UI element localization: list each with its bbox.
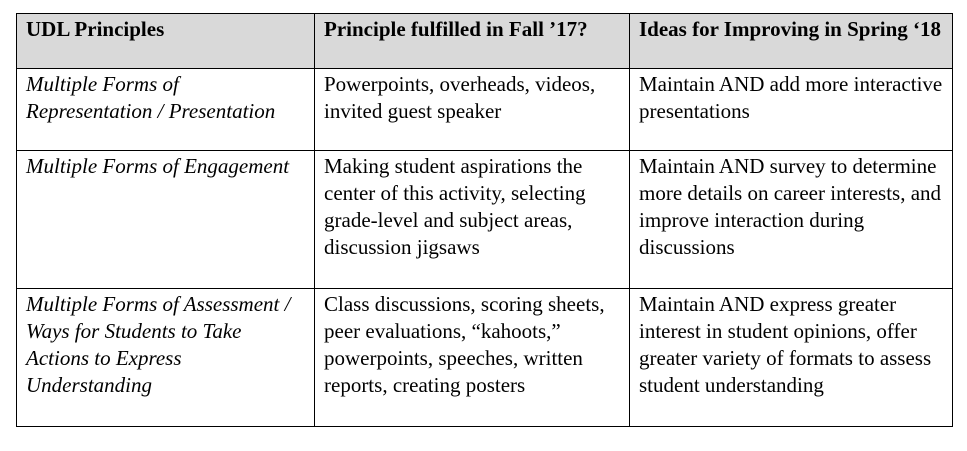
spring18-cell: Maintain AND survey to determine more details on career interests, and improve interaction during discussions: [630, 151, 953, 289]
header-principle-fulfilled-fall: Principle fulfilled in Fall ’17?: [315, 14, 630, 69]
table-row: [17, 151, 953, 289]
fall17-cell: Powerpoints, overheads, videos, invited guest speaker: [315, 69, 630, 151]
header-udl-principles: UDL Principles: [17, 14, 315, 69]
udl-table: [16, 13, 953, 427]
spring18-cell: Maintain AND express greater interest in student opinions, offer greater variety of formats to assess student understanding: [630, 289, 953, 427]
header-ideas-improving-spring: Ideas for Improving in Spring ‘18: [630, 14, 953, 69]
principle-cell: Multiple Forms of Representation / Presentation: [17, 69, 315, 151]
fall17-cell: Making student aspirations the center of this activity, selecting grade-level and subject areas, discussion jigsaws: [315, 151, 630, 289]
spring18-cell: Maintain AND add more interactive presentations: [630, 69, 953, 151]
header-row: [17, 14, 953, 69]
principle-cell: Multiple Forms of Assessment / Ways for Students to Take Actions to Express Understanding: [17, 289, 315, 427]
principle-cell: Multiple Forms of Engagement: [17, 151, 315, 289]
table-row: [17, 69, 953, 151]
table-row: [17, 289, 953, 427]
fall17-cell: Class discussions, scoring sheets, peer evaluations, “kahoots,” powerpoints, speeches, written reports, creating posters: [315, 289, 630, 427]
